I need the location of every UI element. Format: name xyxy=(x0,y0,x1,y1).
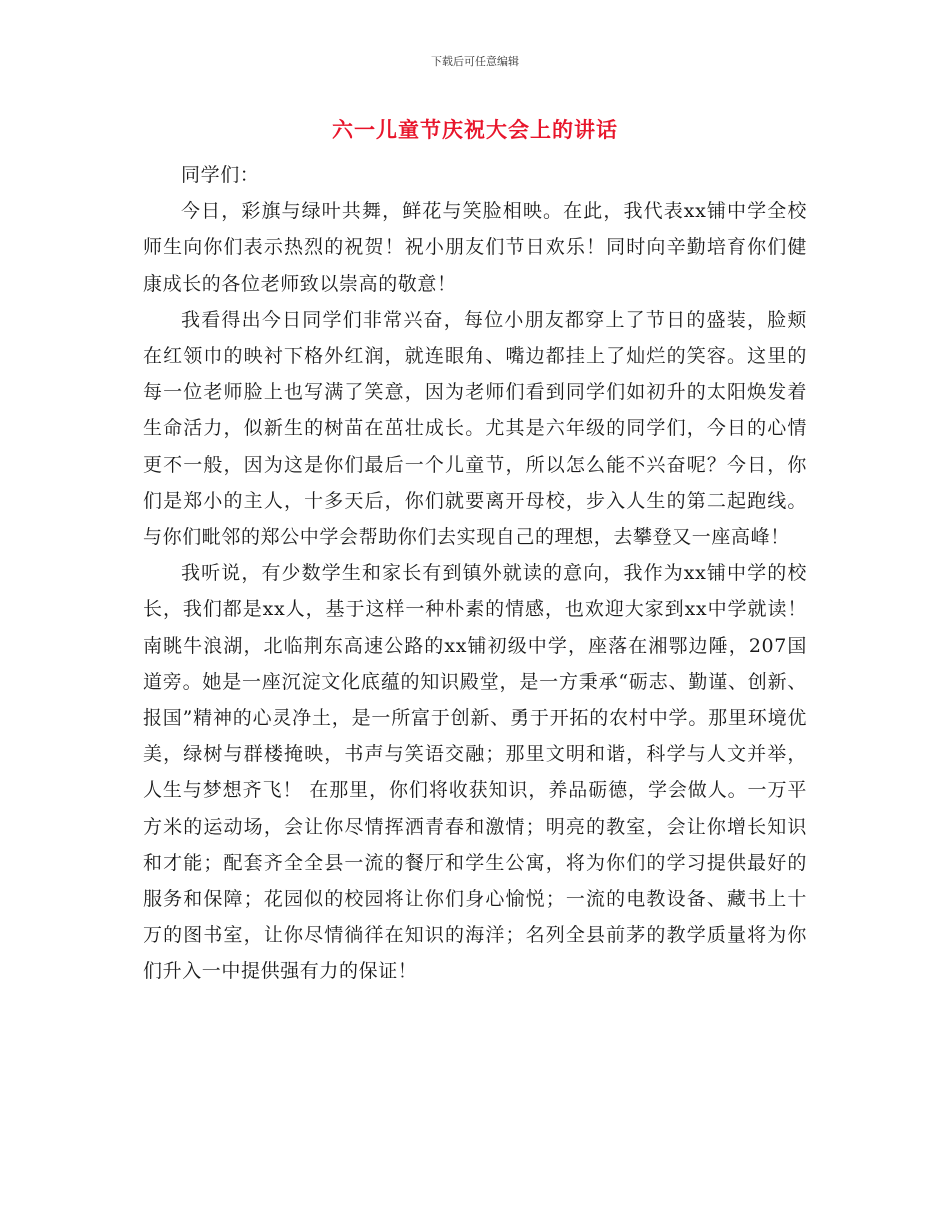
paragraph-2: 我看得出今日同学们非常兴奋，每位小朋友都穿上了节日的盛装，脸颊在红领巾的映衬下格外红润，就连眼角、嘴边都挂上了灿烂的笑容。这里的每一位老师脸上也写满了笑意，因为老师们看到同学们如初升的太阳焕发着生命活力，似新生的树苗在茁壮成长。尤其是六年级的同学们，今日的心情更不一般，因为这是你们最后一个儿童节，所以怎么能不兴奋呢？今日，你们是郑小的主人，十多天后，你们就要离开母校，步入人生的第二起跑线。与你们毗邻的郑公中学会帮助你们去实现自己的理想，去攀登又一座高峰！ xyxy=(143,308,807,549)
document-body xyxy=(143,157,807,990)
greeting: 同学们： xyxy=(181,164,260,186)
paragraph-1: 今日，彩旗与绿叶共舞，鲜花与笑脸相映。在此，我代表xx铺中学全校师生向你们表示热烈的祝贺！祝小朋友们节日欢乐！同时向辛勤培育你们健康成长的各位老师致以崇高的敬意！ xyxy=(143,200,807,295)
document-title: 六一儿童节庆祝大会上的讲话 xyxy=(332,118,618,142)
page-header-note: 下载后可任意编辑 xyxy=(431,55,519,68)
paragraph-3: 我听说，有少数学生和家长有到镇外就读的意向，我作为xx铺中学的校长，我们都是xx人，基于这样一种朴素的情感，也欢迎大家到xx中学就读！南眺牛浪湖，北临荆东高速公路的xx铺初级中学，座落在湘鄂边陲，207国道旁。她是一座沉淀文化底蕴的知识殿堂，是一方秉承“砺志、勤谨、创新、报国”精神的心灵净土，是一所富于创新、勇于开拓的农村中学。那里环境优美，绿树与群楼掩映，书声与笑语交融；那里文明和谐，科学与人文并举，人生与梦想齐飞！ 在那里，你们将收获知识，养品砺德，学会做人。一万平方米的运动场，会让你尽情挥洒青春和激情；明亮的教室，会让你增长知识和才能；配套齐全全县一流的餐厅和学生公寓，将为你们的学习提供最好的服务和保障；花园似的校园将让你们身心愉悦；一流的电教设备、藏书上十万的图书室，让你尽情徜徉在知识的海洋；名列全县前茅的教学质量将为你们升入一中提供强有力的保证！ xyxy=(143,562,807,983)
